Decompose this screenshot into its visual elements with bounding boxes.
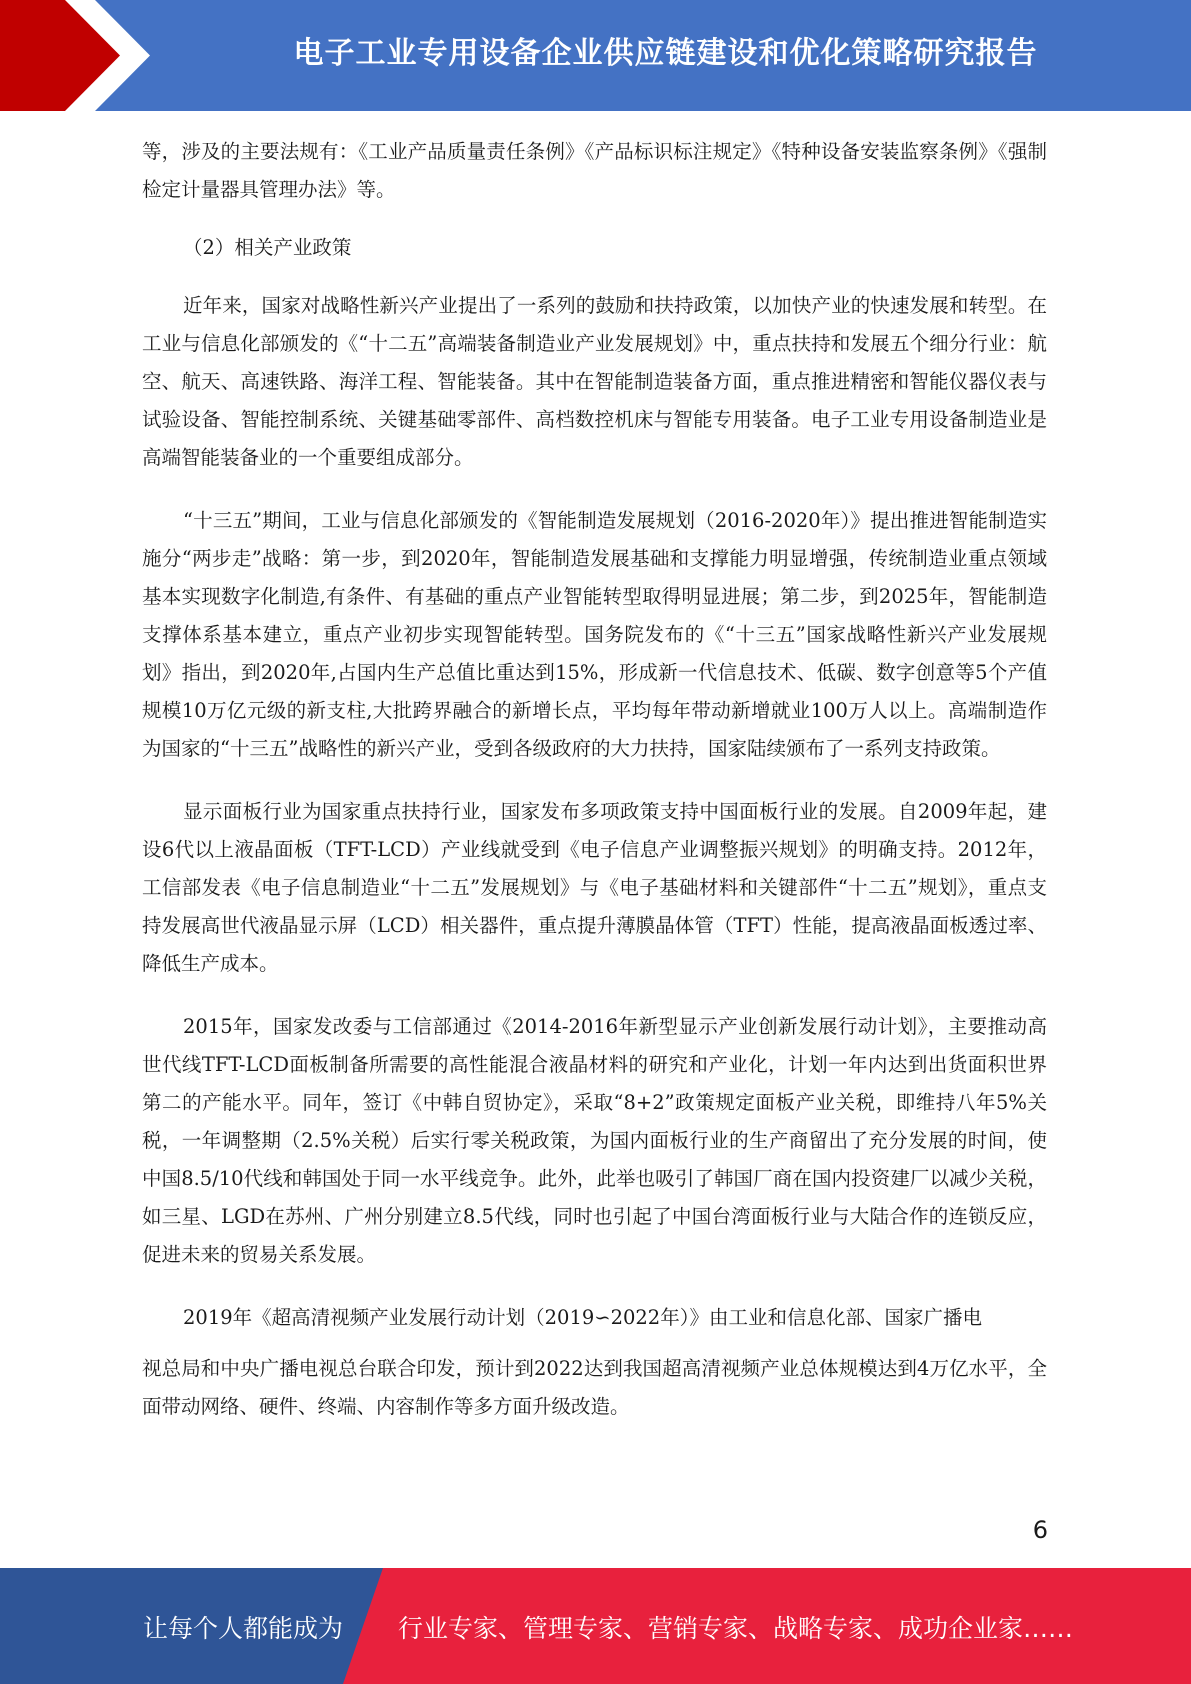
footer-slogan-left: 让每个人都能成为	[143, 1614, 344, 1643]
header-arrow-decoration	[0, 0, 160, 111]
header-banner	[0, 0, 1191, 111]
report-title: 电子工业专用设备企业供应链建设和优化策略研究报告	[293, 36, 1038, 71]
paragraph-regulations: 等，涉及的主要法规有：《工业产品质量责任条例》《产品标识标注规定》《特种设备安装监察条例》《强制检定计量器具管理办法》等。	[142, 140, 1047, 201]
paragraph-2019-plan-line1: 2019年《超高清视频产业发展行动计划（2019∽2022年）》由工业和信息化部、国家广播电	[183, 1306, 982, 1329]
paragraph-2019-plan-rest: 视总局和中央广播电视总台联合印发，预计到2022达到我国超高清视频产业总体规模达到4万亿水平，全面带动网络、硬件、终端、内容制作等多方面升级改造。	[142, 1357, 1047, 1418]
paragraph-13th-five-year: “十三五”期间，工业与信息化部颁发的《智能制造发展规划（2016-2020年）》提出推进智能制造实施分“两步走”战略：第一步，到2020年，智能制造发展基础和支撑能力明显增强，传统制造业重点领域基本实现数字化制造,有条件、有基础的重点产业智能转型取得明显进展；第二步，到2025年，智能制造支撑体系基本建立，重点产业初步实现智能转型。国务院发布的《“十三五”国家战略性新兴产业发展规划》指出，到2020年,占国内生产总值比重达到15%，形成新一代信息技术、低碳、数字创意等5个产值规模10万亿元级的新支柱,大批跨界融合的新增长点，平均每年带动新增就业100万人以上。高端制造作为国家的“十三五”战略性的新兴产业，受到各级政府的大力扶持，国家陆续颁布了一系列支持政策。	[142, 509, 1047, 760]
paragraph-display-panel: 显示面板行业为国家重点扶持行业，国家发布多项政策支持中国面板行业的发展。自2009年起，建设6代以上液晶面板（TFT-LCD）产业线就受到《电子信息产业调整振兴规划》的明确支持。2012年，工信部发表《电子信息制造业“十二五”发展规划》与《电子基础材料和关键部件“十二五”规划》，重点支持发展高世代液晶显示屏（LCD）相关器件，重点提升薄膜晶体管（TFT）性能，提高液晶面板透过率、降低生产成本。	[142, 800, 1047, 975]
footer-slogan-right: 行业专家、管理专家、营销专家、战略专家、成功企业家……	[398, 1614, 1074, 1643]
footer-banner	[0, 1568, 1191, 1684]
section-subheading: （2）相关产业政策	[183, 236, 352, 259]
paragraph-2015-policy: 2015年，国家发改委与工信部通过《2014-2016年新型显示产业创新发展行动计划》，主要推动高世代线TFT-LCD面板制备所需要的高性能混合液晶材料的研究和产业化，计划一年内达到出货面积世界第二的产能水平。同年，签订《中韩自贸协定》，采取“8+2”政策规定面板产业关税，即维持八年5%关税，一年调整期（2.5%关税）后实行零关税政策，为国内面板行业的生产商留出了充分发展的时间，使中国8.5/10代线和韩国处于同一水平线竞争。此外，此举也吸引了韩国厂商在国内投资建厂以减少关税，如三星、LGD在苏州、广州分别建立8.5代线，同时也引起了中国台湾面板行业与大陆合作的连锁反应，促进未来的贸易关系发展。	[142, 1015, 1047, 1266]
page-number: 6	[1032, 1516, 1048, 1544]
paragraph-emerging-industries: 近年来，国家对战略性新兴产业提出了一系列的鼓励和扶持政策，以加快产业的快速发展和转型。在工业与信息化部颁发的《“十二五”高端装备制造业产业发展规划》中，重点扶持和发展五个细分行业：航空、航天、高速铁路、海洋工程、智能装备。其中在智能制造装备方面，重点推进精密和智能仪器仪表与试验设备、智能控制系统、关键基础零部件、高档数控机床与智能专用装备。电子工业专用设备制造业是高端智能装备业的一个重要组成部分。	[142, 294, 1047, 469]
document-body	[142, 133, 1047, 1451]
